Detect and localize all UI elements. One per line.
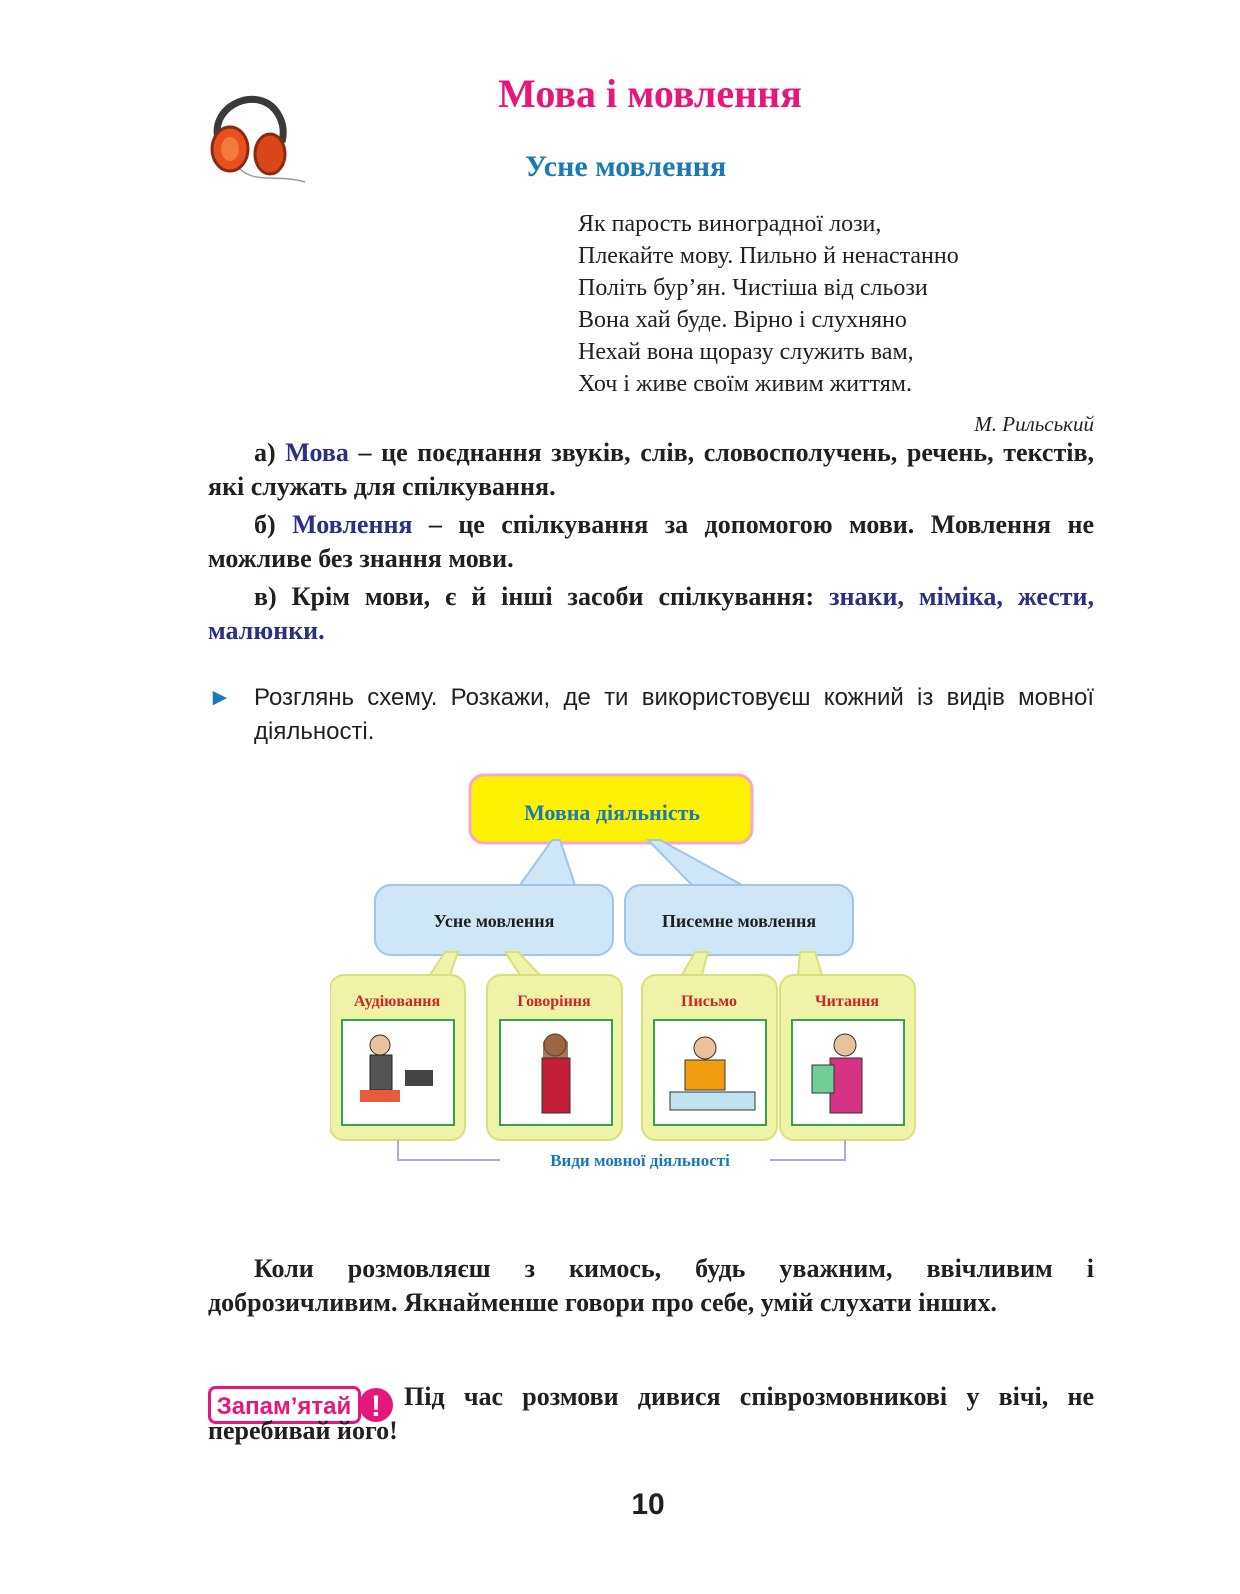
task-text: Розглянь схему. Розкажи, де ти використовуєш кожний із видів мовної діяльності.	[254, 684, 1094, 745]
definition-c	[208, 580, 1094, 648]
poem-line: Вона хай буде. Вірно і слухняно	[578, 307, 907, 333]
remember-text: Під час розмови дивися співрозмовникові у вічі, не перебивай його!	[208, 1382, 1094, 1445]
diagram-mid-right-label: Писемне мовлення	[661, 911, 817, 931]
definition-text: – це спілкування за допомогою мови. Мовлення не можливе без знання мови.	[208, 510, 1094, 573]
speaking-girl-illustration	[542, 1034, 570, 1114]
definition-text: в) Крім мови, є й інші засоби спілкування:	[254, 582, 830, 611]
diagram-leaf-label: Читання	[814, 993, 880, 1010]
definition-prefix: а)	[254, 438, 276, 467]
arrow-right-icon: ►	[208, 684, 232, 711]
poem-line: Як парость виноградної лози,	[578, 211, 882, 237]
language-activity-diagram	[330, 770, 950, 1210]
diagram-leaf-label: Говоріння	[517, 993, 591, 1010]
poem-author: М. Рильський	[974, 412, 1094, 436]
communication-means: знаки, міміка, жести, малюнки.	[208, 582, 1094, 645]
remember-paragraph	[208, 1380, 1094, 1448]
page-number: 10	[631, 1488, 665, 1521]
poem	[578, 208, 959, 400]
task	[208, 681, 1094, 749]
term-movlennia: Мовлення	[292, 510, 413, 539]
advice-text: Коли розмовляєш з кимось, будь уважним, ввічливим і доброзичливим. Якнайменше говори про себе, умій слухати інших.	[208, 1254, 1094, 1317]
diagram-leaf-label: Аудіювання	[353, 993, 441, 1010]
definition-text: – це поєднання звуків, слів, словосполучень, речень, текстів, які служать для спілкування.	[208, 438, 1095, 501]
diagram-leaf-label: Письмо	[681, 993, 737, 1010]
diagram-caption: Види мовної діяльності	[550, 1151, 730, 1170]
term-mova: Мова	[285, 438, 349, 467]
section-subtitle: Усне мовлення	[525, 150, 727, 183]
diagram-top-label: Мовна діяльність	[523, 800, 701, 825]
listening-picture	[342, 1020, 454, 1125]
poem-line: Нехай вона щоразу служить вам,	[578, 339, 914, 365]
diagram-mid-left-label: Усне мовлення	[433, 911, 555, 931]
poem-line: Хоч і живе своїм живим життям.	[578, 371, 912, 397]
remember-badge-label: Запам’ятай	[216, 1393, 352, 1420]
definition-a	[208, 436, 1094, 504]
definition-b	[208, 508, 1094, 576]
advice-paragraph	[208, 1252, 1094, 1320]
exclamation-icon: !	[371, 1390, 381, 1423]
page-title: Мова і мовлення	[498, 71, 802, 116]
poem-line: Політь бур’ян. Чистіша від сльози	[578, 275, 928, 301]
poem-line: Плекайте мову. Пильно й ненастанно	[578, 243, 959, 269]
definition-prefix: б)	[254, 510, 276, 539]
